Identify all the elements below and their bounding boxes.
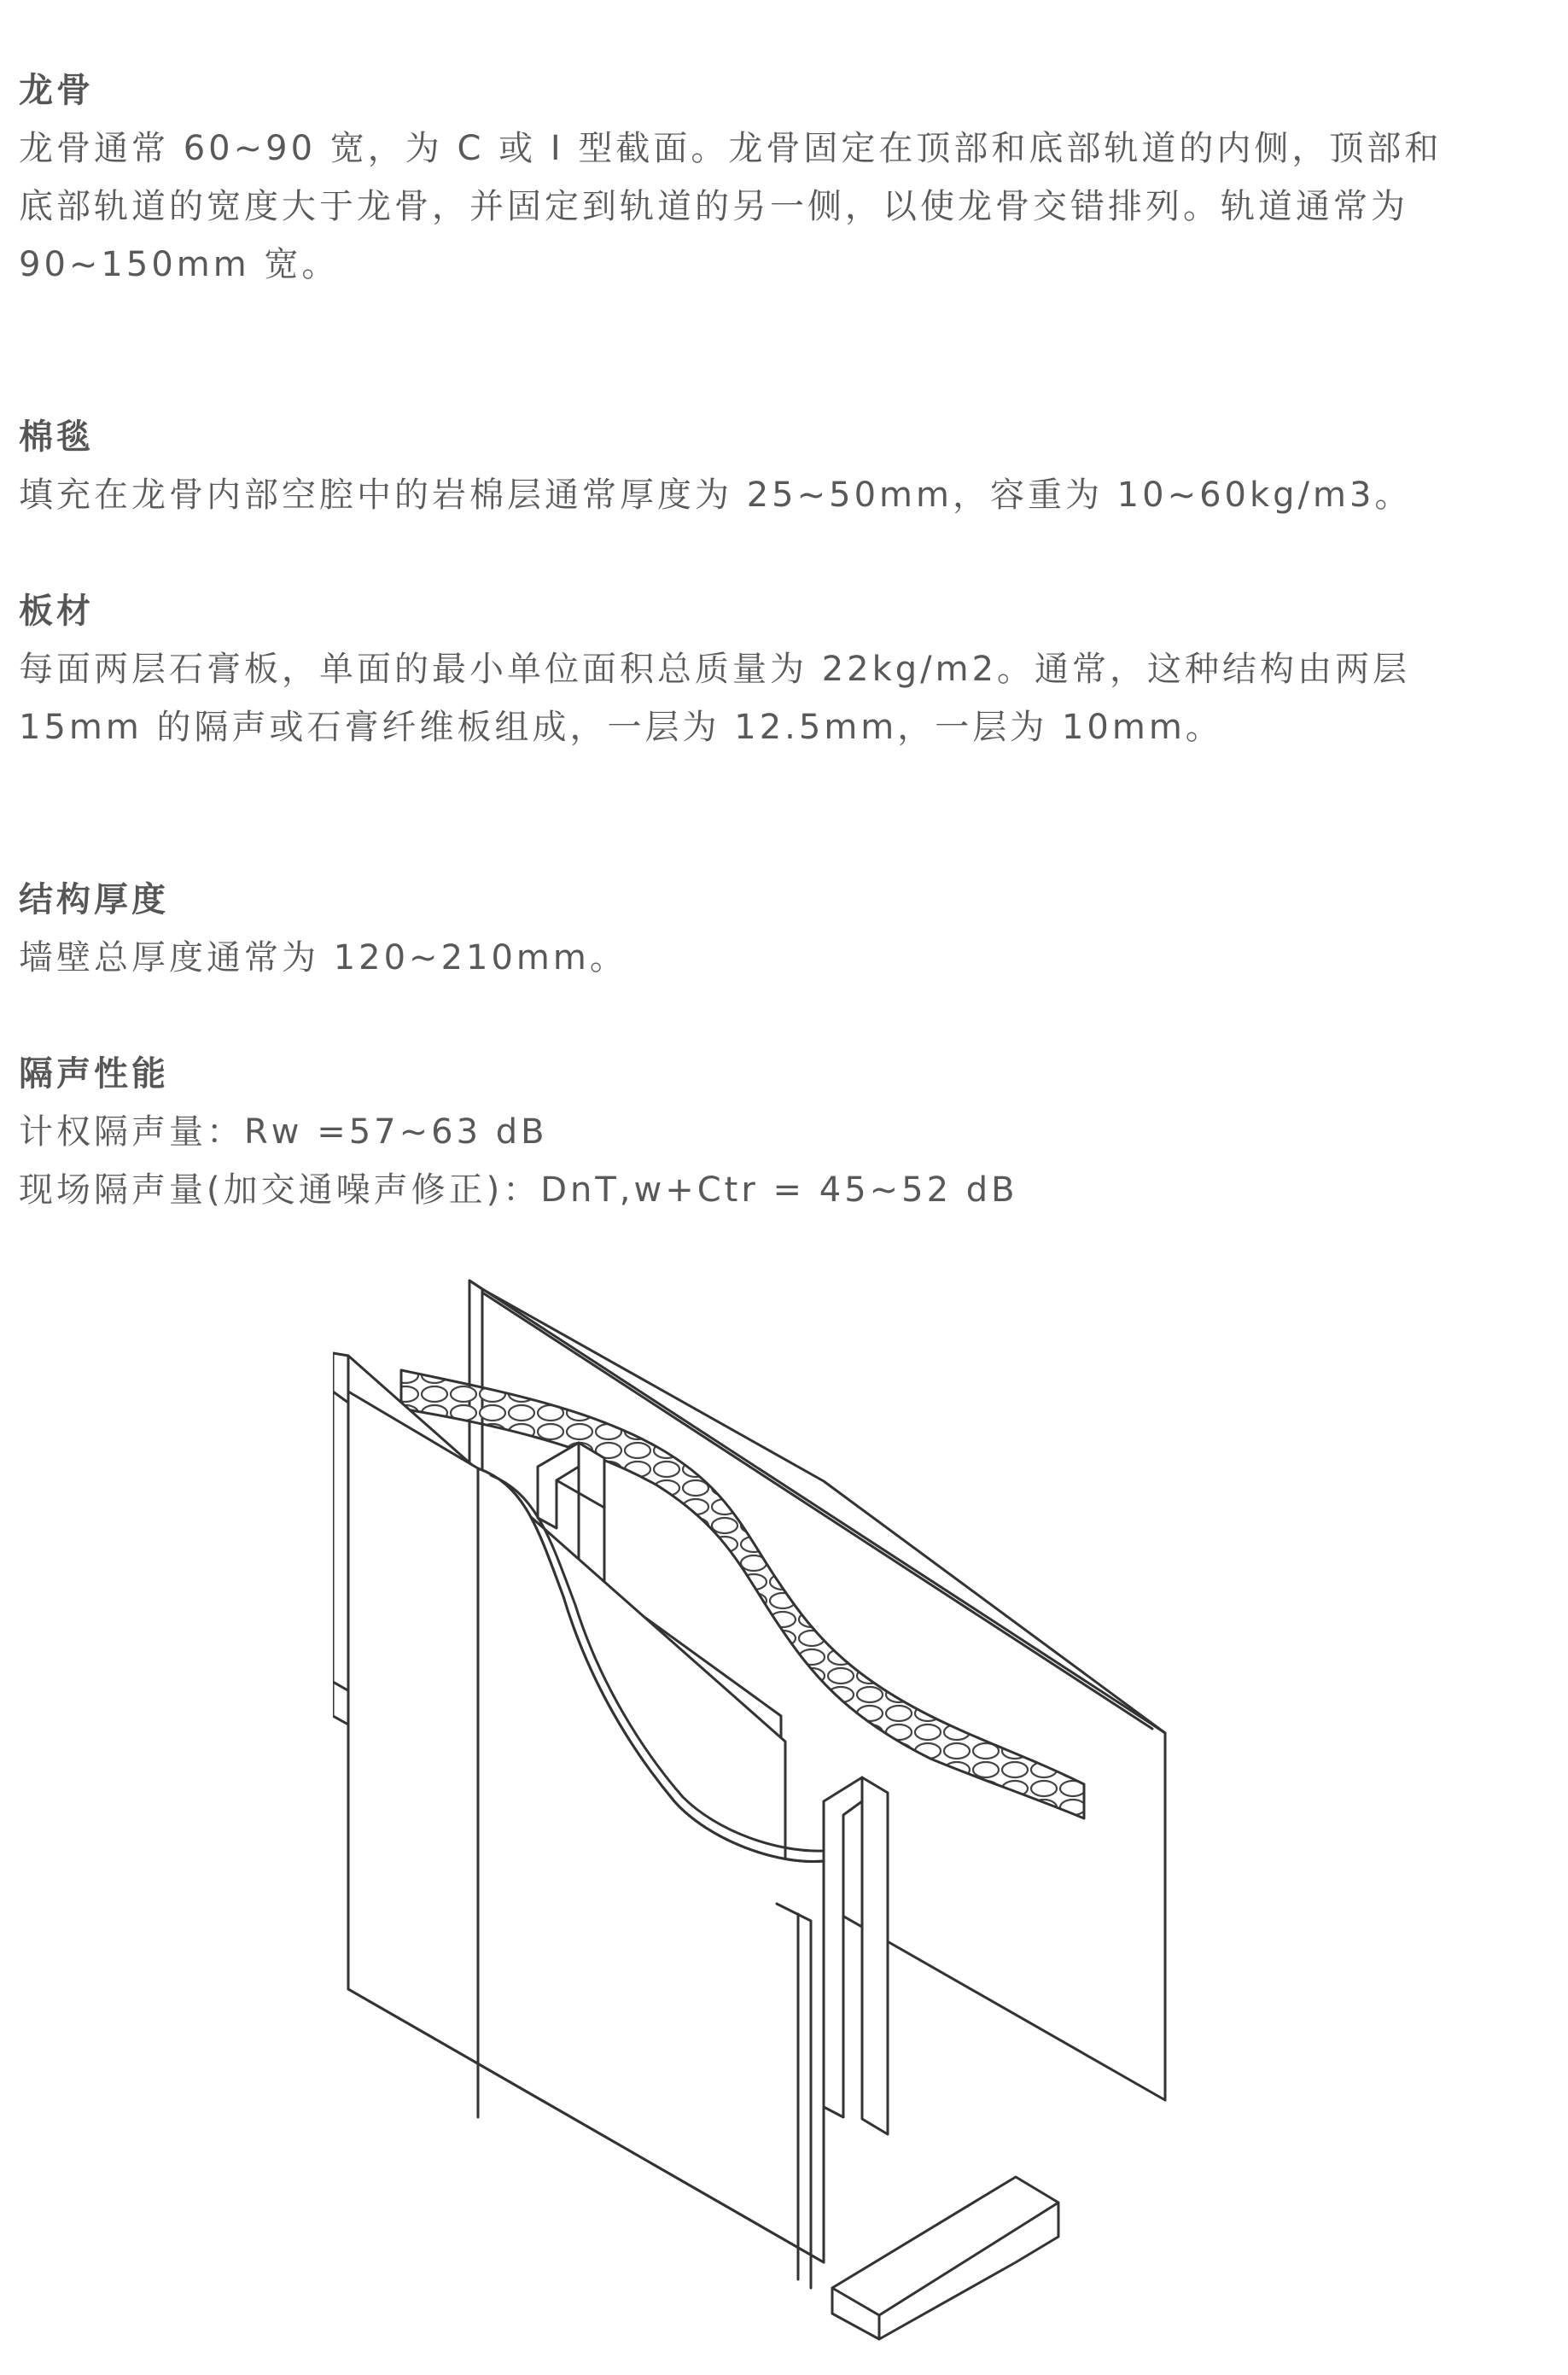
section-heading-thickness: 结构厚度 bbox=[19, 880, 169, 919]
section-heading-board: 板材 bbox=[19, 592, 94, 631]
article-body bbox=[19, 61, 1555, 1219]
board-text-line-2: 15mm 的隔声或石膏纤维板组成，一层为 12.5mm，一层为 10mm。 bbox=[19, 708, 1223, 747]
acoustic-text-line-1: 计权隔声量：Rw =57~63 dB bbox=[19, 1112, 548, 1152]
blanket-text-line-1: 填充在龙骨内部空腔中的岩棉层通常厚度为 25~50mm，容重为 10~60kg/m3。 bbox=[19, 476, 1413, 515]
spacer bbox=[19, 987, 1555, 1045]
bottom-track bbox=[832, 2177, 1058, 2339]
section-heading-keel: 龙骨 bbox=[19, 71, 94, 110]
keel-text-line-1: 龙骨通常 60~90 宽，为 C 或 I 型截面。龙骨固定在顶部和底部轨道的内侧，顶部和 bbox=[19, 129, 1443, 168]
keel-text-line-3: 90~150mm 宽。 bbox=[19, 245, 340, 284]
acoustic-text-line-2: 现场隔声量(加交通噪声修正)：DnT,w+Ctr = 45~52 dB bbox=[19, 1170, 1018, 1210]
board-text-line-1: 每面两层石膏板，单面的最小单位面积总质量为 22kg/m2。通常，这种结构由两层 bbox=[19, 650, 1411, 689]
section-heading-blanket: 棉毯 bbox=[19, 417, 94, 457]
thickness-text-line-1: 墙壁总厚度通常为 120~210mm。 bbox=[19, 938, 627, 977]
spacer bbox=[19, 294, 1555, 408]
section-heading-acoustic: 隔声性能 bbox=[19, 1054, 169, 1094]
spacer bbox=[19, 756, 1555, 871]
keel-text-line-2: 底部轨道的宽度大于龙骨，并固定到轨道的另一侧，以使龙骨交错排列。轨道通常为 bbox=[19, 187, 1408, 226]
section-acoustic bbox=[19, 1045, 1555, 1219]
section-keel bbox=[19, 61, 1555, 294]
wall-section-illustration bbox=[333, 1272, 1297, 2365]
section-blanket bbox=[19, 408, 1555, 524]
section-board bbox=[19, 582, 1555, 756]
section-thickness bbox=[19, 871, 1555, 987]
spacer bbox=[19, 524, 1555, 582]
wall-section-diagram bbox=[333, 1272, 1297, 2365]
